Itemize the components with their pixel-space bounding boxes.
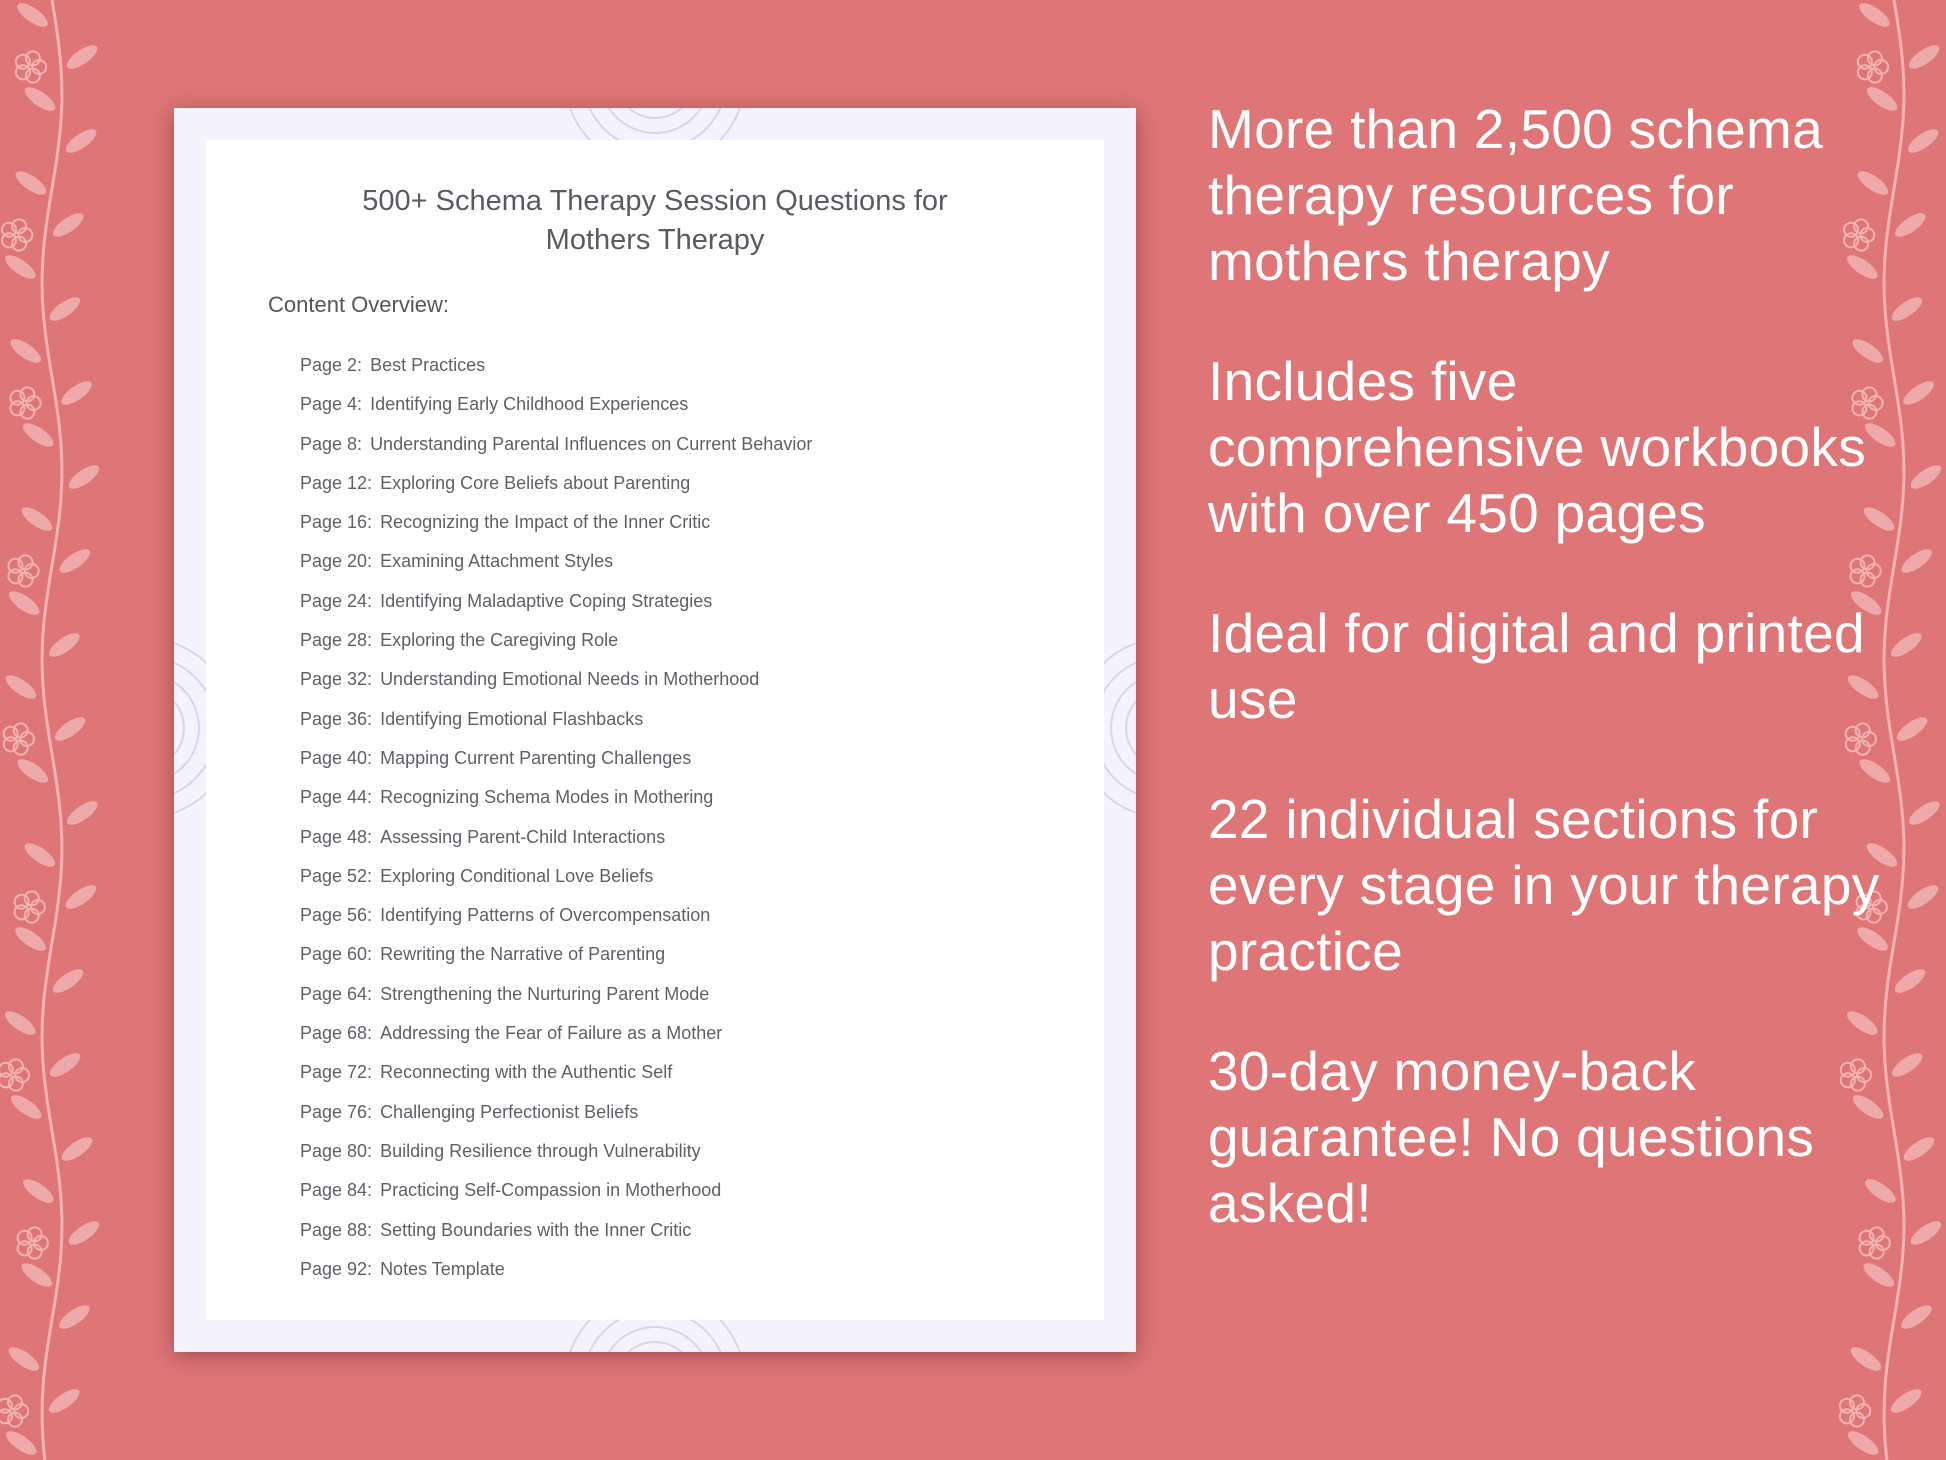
feature-item: 22 individual sections for every stage in your therapy practice	[1208, 788, 1880, 982]
toc-page-number: Page 80:	[300, 1140, 373, 1161]
toc-title: Mapping Current Parenting Challenges	[380, 747, 692, 768]
toc-entry	[300, 896, 812, 935]
mandala-top-icon	[505, 108, 805, 140]
toc-page-number: Page 68:	[300, 1023, 373, 1044]
toc-title: Exploring the Caregiving Role	[380, 630, 619, 651]
toc-title: Understanding Emotional Needs in Motherhood	[380, 669, 760, 690]
toc-page-number: Page 64:	[300, 983, 373, 1004]
toc-title: Practicing Self-Compassion in Motherhood	[380, 1180, 722, 1201]
toc-title: Rewriting the Narrative of Parenting	[380, 944, 666, 965]
toc-page-number: Page 60:	[300, 944, 373, 965]
toc-page-number: Page 44:	[300, 787, 373, 808]
feature-item: More than 2,500 schema therapy resources for mothers therapy	[1208, 98, 1824, 292]
toc-page-number: Page 2:	[300, 355, 363, 375]
toc-title: Setting Boundaries with the Inner Critic	[380, 1219, 692, 1240]
toc-entry	[300, 1171, 812, 1210]
toc-entry	[300, 1014, 812, 1053]
toc-entry	[300, 621, 812, 660]
toc-entry	[300, 1132, 812, 1171]
toc-page-number: Page 40:	[300, 747, 373, 768]
toc-entry	[300, 464, 812, 503]
toc-entry	[300, 739, 812, 778]
feature-item: Ideal for digital and printed use	[1208, 602, 1865, 730]
toc-entry	[300, 346, 812, 385]
toc-title: Addressing the Fear of Failure as a Mother	[380, 1023, 723, 1044]
toc-title: Identifying Emotional Flashbacks	[380, 708, 644, 729]
toc-page-number: Page 28:	[300, 630, 373, 651]
toc-page-number: Page 4:	[300, 394, 363, 415]
toc-page-number: Page 36:	[300, 708, 373, 729]
mandala-bottom-icon	[505, 1320, 805, 1352]
toc-page-number: Page 16:	[300, 512, 373, 533]
document-title-line-2: Mothers Therapy	[545, 224, 765, 256]
toc-page-number: Page 12:	[300, 472, 373, 493]
toc-title: Recognizing Schema Modes in Mothering	[380, 787, 714, 808]
toc-entry	[300, 778, 812, 817]
toc-entry	[300, 542, 812, 581]
toc-entry	[300, 818, 812, 857]
toc-page-number: Page 48:	[300, 826, 373, 847]
toc-entry	[300, 1211, 812, 1250]
toc-entry	[300, 1053, 812, 1092]
document-page	[206, 140, 1104, 1320]
toc-page-number: Page 88:	[300, 1219, 373, 1240]
toc-title: Exploring Conditional Love Beliefs	[380, 865, 654, 886]
toc-page-number: Page 32:	[300, 669, 373, 690]
toc-page-number: Page 56:	[300, 905, 373, 926]
toc-page-number: Page 20:	[300, 551, 373, 572]
toc-entry	[300, 425, 812, 464]
toc-title: Assessing Parent-Child Interactions	[380, 826, 666, 847]
toc-title: Exploring Core Beliefs about Parenting	[380, 472, 691, 493]
toc-page-number: Page 92:	[300, 1258, 373, 1279]
floral-vine-left-icon	[0, 0, 130, 1460]
toc-title: Identifying Maladaptive Coping Strategies	[380, 590, 713, 611]
toc-entry	[300, 582, 812, 621]
toc-entry	[300, 975, 812, 1014]
document-title	[206, 182, 1104, 260]
toc-page-number: Page 76:	[300, 1101, 373, 1122]
toc-page-number: Page 8:	[300, 433, 363, 454]
toc-title: Best Practices	[370, 355, 486, 375]
toc-title: Reconnecting with the Authentic Self	[380, 1062, 673, 1083]
table-of-contents	[300, 346, 812, 1289]
feature-item: Includes five comprehensive workbooks with over 450 pages	[1208, 350, 1867, 544]
toc-title: Recognizing the Impact of the Inner Critic	[380, 512, 711, 533]
toc-title: Building Resilience through Vulnerability	[380, 1140, 701, 1161]
feature-item: 30-day money-back guarantee! No questions asked!	[1208, 1040, 1815, 1234]
toc-page-number: Page 72:	[300, 1062, 373, 1083]
toc-page-number: Page 84:	[300, 1180, 373, 1201]
toc-title: Identifying Patterns of Overcompensation	[380, 905, 711, 926]
toc-title: Strengthening the Nurturing Parent Mode	[380, 983, 710, 1004]
toc-entry	[300, 857, 812, 896]
mandala-right-icon	[1104, 608, 1136, 848]
toc-entry	[300, 385, 812, 424]
toc-entry	[300, 935, 812, 974]
content-overview-heading: Content Overview:	[268, 292, 449, 317]
toc-page-number: Page 52:	[300, 865, 373, 886]
toc-title: Examining Attachment Styles	[380, 551, 614, 572]
toc-entry	[300, 700, 812, 739]
toc-title: Notes Template	[380, 1258, 505, 1279]
feature-list	[1208, 96, 1908, 1290]
toc-entry	[300, 503, 812, 542]
mandala-left-icon	[174, 608, 206, 848]
toc-entry	[300, 660, 812, 699]
toc-entry	[300, 1093, 812, 1132]
toc-page-number: Page 24:	[300, 590, 373, 611]
toc-title: Understanding Parental Influences on Current Behavior	[370, 433, 813, 454]
toc-title: Identifying Early Childhood Experiences	[370, 394, 689, 415]
document-preview	[174, 108, 1136, 1352]
document-title-line-1: 500+ Schema Therapy Session Questions for	[362, 185, 948, 217]
toc-entry	[300, 1250, 812, 1289]
toc-title: Challenging Perfectionist Beliefs	[380, 1101, 639, 1122]
